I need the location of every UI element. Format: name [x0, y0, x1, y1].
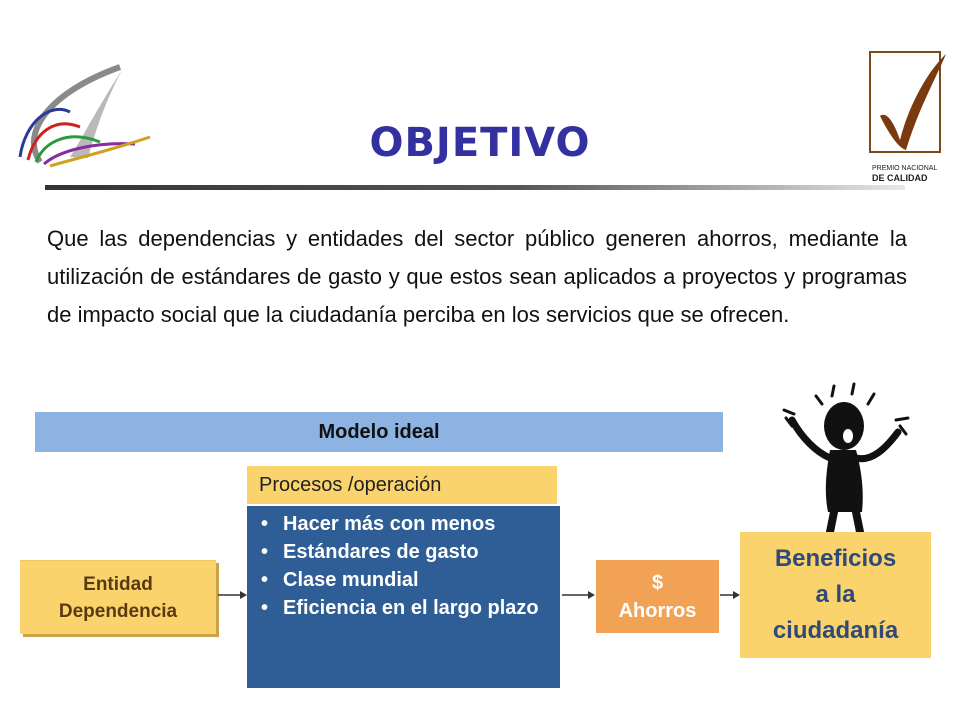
process-box	[247, 506, 560, 688]
process-header-label: Procesos /operación	[259, 473, 442, 496]
process-item: • Hacer más con menos	[255, 512, 548, 536]
process-item: • Estándares de gasto	[255, 540, 548, 564]
page-title: OBJETIVO	[369, 120, 591, 166]
benefits-box	[740, 532, 931, 658]
entity-box	[20, 560, 216, 634]
entity-line-2: Dependencia	[58, 600, 178, 622]
arrow-right-icon	[562, 589, 596, 601]
benefits-line-2: a la	[815, 581, 856, 608]
title-divider	[45, 185, 905, 190]
model-ideal-label: Modelo ideal	[318, 420, 440, 443]
award-logo-line-1: PREMIO NACIONAL	[872, 165, 938, 172]
savings-line-1: $	[651, 571, 664, 594]
entity-line-1: Entidad	[83, 573, 153, 595]
benefits-line-1: Beneficios	[774, 545, 897, 572]
excited-person-icon	[782, 382, 912, 534]
process-item: • Clase mundial	[255, 568, 548, 592]
savings-line-2: Ahorros	[618, 599, 697, 622]
arrow-right-icon	[218, 589, 248, 601]
process-item: • Eficiencia en el largo plazo	[255, 596, 548, 620]
arrow-right-icon	[720, 589, 740, 601]
objective-paragraph: Que las dependencias y entidades del sector público generen ahorros, mediante la utilización de estándares de gasto y que estos sean aplicados a proyectos y programas de impacto social que la ciudadanía perciba en los servicios que se ofrecen.	[47, 226, 907, 327]
benefits-line-3: ciudadanía	[772, 617, 899, 644]
process-header	[247, 466, 557, 504]
model-ideal-bar	[35, 412, 723, 452]
award-logo-line-2: DE CALIDAD	[872, 173, 928, 183]
savings-box	[596, 560, 719, 633]
process-list	[255, 512, 548, 620]
